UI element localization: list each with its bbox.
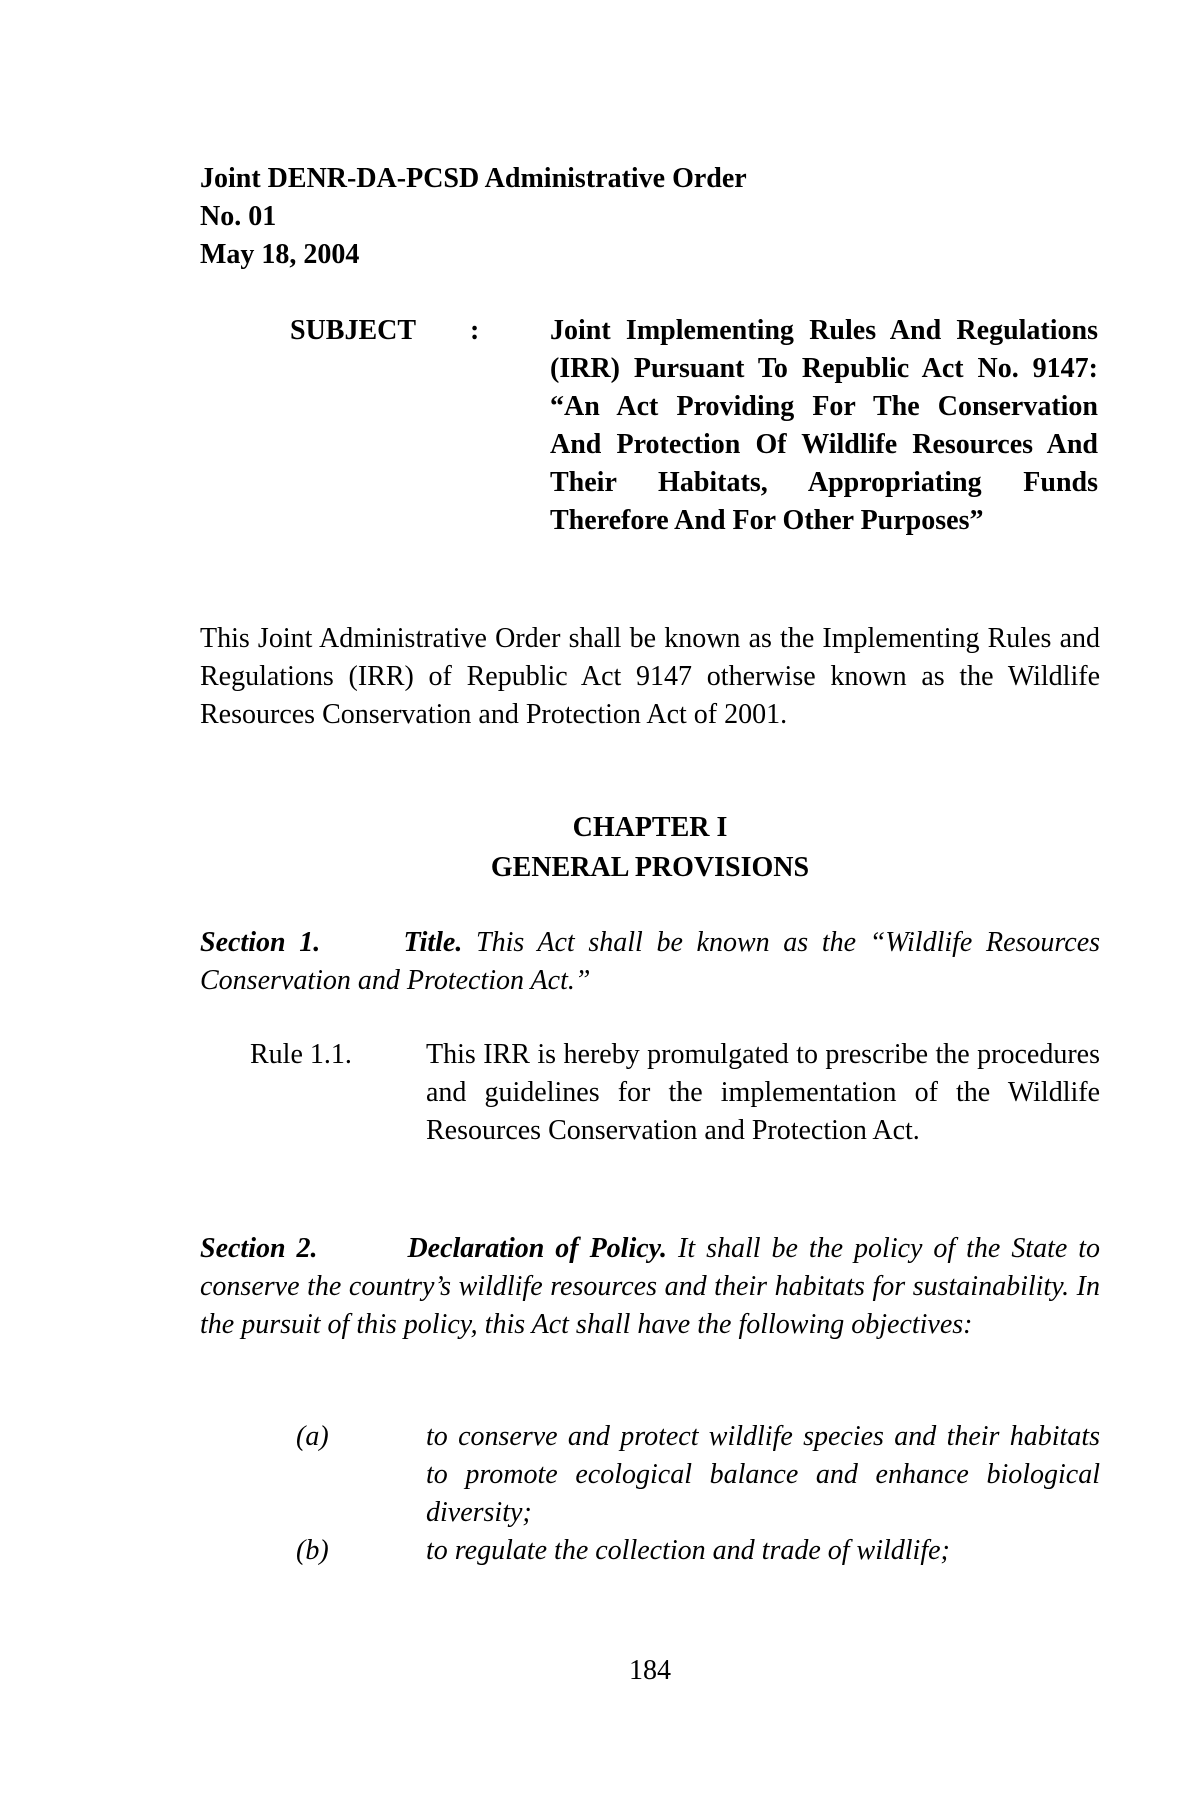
objective-label: (b) <box>296 1535 329 1566</box>
objectives-list <box>296 1418 1100 1570</box>
order-date: May 18, 2004 <box>200 239 360 270</box>
chapter-title: GENERAL PROVISIONS <box>490 852 810 883</box>
order-number: No. 01 <box>200 201 277 232</box>
section-1 <box>200 924 1100 1000</box>
rule-1-1 <box>250 1036 1100 1196</box>
subject-colon: : <box>470 315 480 346</box>
chapter-heading <box>200 808 1100 888</box>
objective-label: (a) <box>296 1421 329 1452</box>
list-item <box>296 1532 1100 1570</box>
intro-paragraph: This Joint Administrative Order shall be known as the Implementing Rules and Regulations (IRR) of Republic Act 9147 otherwise known as the Wildlife Resources Conservation and Protection Act of 2001. <box>200 623 1100 730</box>
list-item <box>296 1418 1100 1532</box>
section-2-label: Section 2. <box>200 1233 318 1264</box>
page-number: 184 <box>629 1655 671 1686</box>
rule-label: Rule 1.1. <box>250 1039 352 1070</box>
objective-text: to conserve and protect wildlife species and their habitats to promote ecological balance and enhance biological diversity; <box>426 1421 1100 1528</box>
section-1-text: This Act shall be known as the “Wildlife Resources Conservation and Protection Act.” <box>200 927 1101 996</box>
section-2-text: It shall be the policy of the State to conserve the country’s wildlife resources and their habitats for sustainability. In the pursuit of this policy, this Act shall have the following objectives: <box>200 1233 1101 1340</box>
section-2-title: Declaration of Policy. <box>407 1233 668 1264</box>
section-1-title: Title. <box>403 927 463 958</box>
chapter-number: CHAPTER I <box>572 812 728 843</box>
section-2 <box>200 1230 1100 1344</box>
rule-text: This IRR is hereby promulgated to prescribe the procedures and guidelines for the implementation of the Wildlife Resources Conservation and Protection Act. <box>426 1039 1100 1146</box>
subject-label: SUBJECT <box>290 315 417 346</box>
objective-text: to regulate the collection and trade of wildlife; <box>426 1535 950 1566</box>
order-header <box>200 160 1100 274</box>
section-1-label: Section 1. <box>200 927 321 958</box>
order-title: Joint DENR-DA-PCSD Administrative Order <box>200 163 747 194</box>
subject-text: Joint Implementing Rules And Regulations (IRR) Pursuant To Republic Act No. 9147: “An Act Providing For The Conservation And Protection Of Wildlife Resources And Their Habitats, Appropriating Funds Therefore And For Other Purposes” <box>550 315 1098 536</box>
subject-block <box>290 312 1100 582</box>
